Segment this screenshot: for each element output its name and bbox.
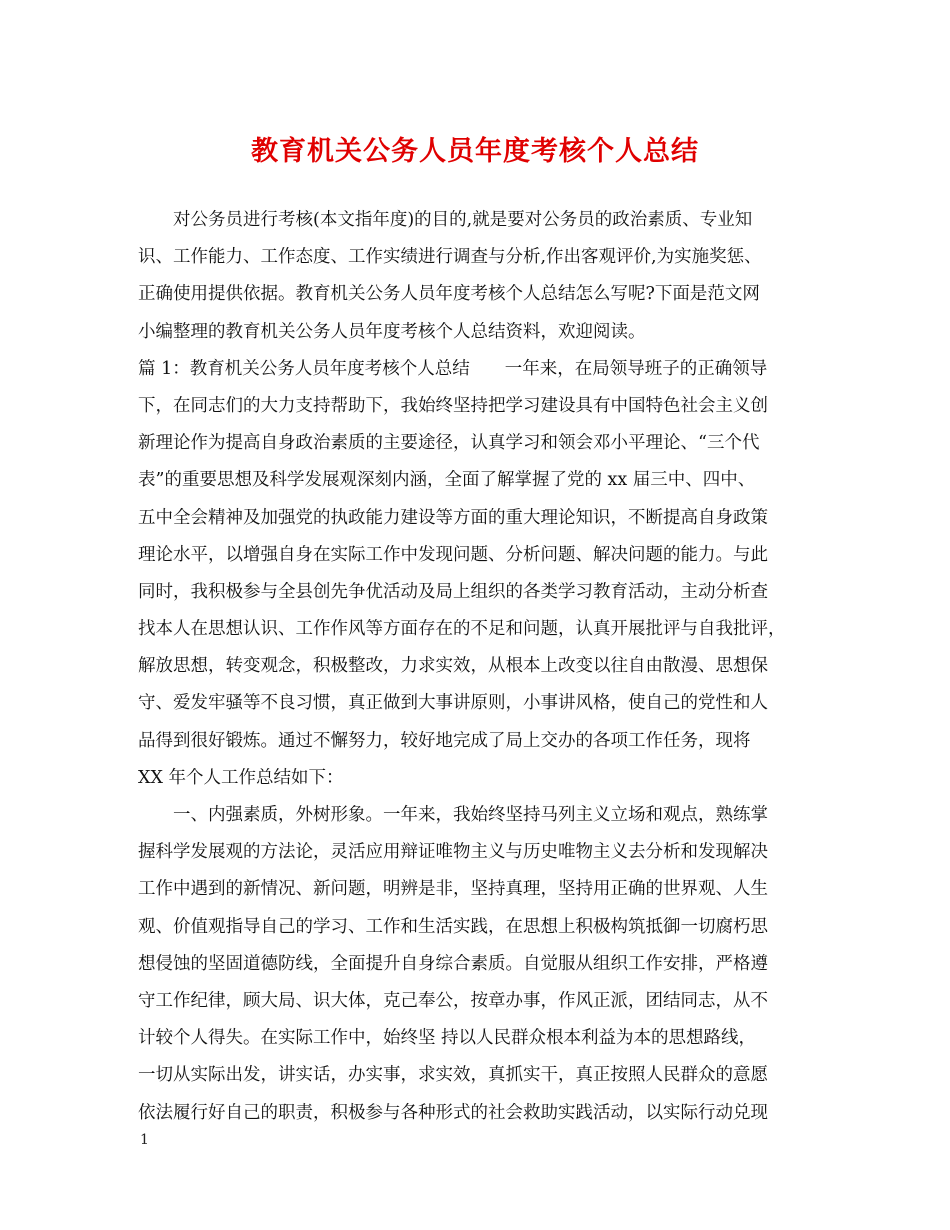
paragraph-line: 守、爱发牢骚等不良习惯，真正做到大事讲原则，小事讲风格，使自己的党性和人 [138,693,768,714]
paragraph-line: 下，在同志们的大力支持帮助下，我始终坚持把学习建设具有中国特色社会主义创 [138,395,768,416]
paragraph-line: 表”的重要思想及科学发展观深刻内涵，全面了解掌握了党的 xx 届三中、四中、 [138,470,756,491]
paragraph-line: 识、工作能力、工作态度、工作实绩进行调查与分析,作出客观评价,为实施奖惩、 [138,247,762,268]
paragraph-line: 正确使用提供依据。教育机关公务人员年度考核个人总结怎么写呢?下面是范文网 [138,284,760,305]
paragraph-line: 对公务员进行考核(本文指年度)的目的,就是要对公务员的政治素质、专业知 [173,210,753,230]
paragraph-line: 小编整理的教育机关公务人员年度考核个人总结资料，欢迎阅读。 [138,321,646,342]
paragraph-line: 品得到很好锻炼。通过不懈努力，较好地完成了局上交办的各项工作任务，现将 [138,730,751,751]
paragraph-line: 一、内强素质，外树形象。一年来，我始终坚持马列主义立场和观点，熟练掌 [173,805,768,825]
paragraph-line: 依法履行好自己的职责，积极参与各种形式的社会救助实践活动，以实际行动兑现 [138,1102,768,1123]
paragraph-line: 握科学发展观的方法论，灵活应用辩证唯物主义与历史唯物主义去分析和发现解决 [138,842,768,863]
paragraph-line: 找本人在思想认识、工作作风等方面存在的不足和问题，认真开展批评与自我批评， [138,619,786,640]
paragraph-line: 想侵蚀的坚固道德防线，全面提升自身综合素质。自觉服从组织工作安排，严格遵 [138,953,768,974]
paragraph-line: 工作中遇到的新情况、新问题，明辨是非，坚持真理，坚持用正确的世界观、人生 [138,879,768,900]
paragraph-line: XX 年个人工作总结如下： [138,767,344,788]
page-number: 1 [140,1132,149,1148]
paragraph-line: 观、价值观指导自己的学习、工作和生活实践，在思想上积极构筑抵御一切腐朽思 [138,916,768,937]
document-title: 教育机关公务人员年度考核个人总结 [251,136,699,167]
section-heading-line: 篇 1：教育机关公务人员年度考核个人总结 一年来，在局领导班子的正确领导 [138,358,768,379]
paragraph-line: 守工作纪律，顾大局、识大体，克己奉公，按章办事，作风正派，团结同志，从不 [138,990,768,1011]
paragraph-line: 五中全会精神及加强党的执政能力建设等方面的重大理论知识，不断提高自身政策 [138,507,768,528]
paragraph-line: 新理论作为提高自身政治素质的主要途径，认真学习和领会邓小平理论、“三个代 [138,433,760,454]
paragraph-line: 计较个人得失。在实际工作中，始终坚 持以人民群众根本利益为本的思想路线， [138,1028,757,1049]
paragraph-line: 理论水平，以增强自身在实际工作中发现问题、分析问题、解决问题的能力。与此 [138,544,768,565]
paragraph-line: 同时，我积极参与全县创先争优活动及局上组织的各类学习教育活动，主动分析查 [138,581,768,602]
paragraph-line: 一切从实际出发，讲实话，办实事，求实效，真抓实干，真正按照人民群众的意愿 [138,1065,768,1086]
document-body [138,202,838,1132]
paragraph-line: 解放思想，转变观念，积极整改，力求实效，从根本上改变以往自由散漫、思想保 [138,656,768,677]
